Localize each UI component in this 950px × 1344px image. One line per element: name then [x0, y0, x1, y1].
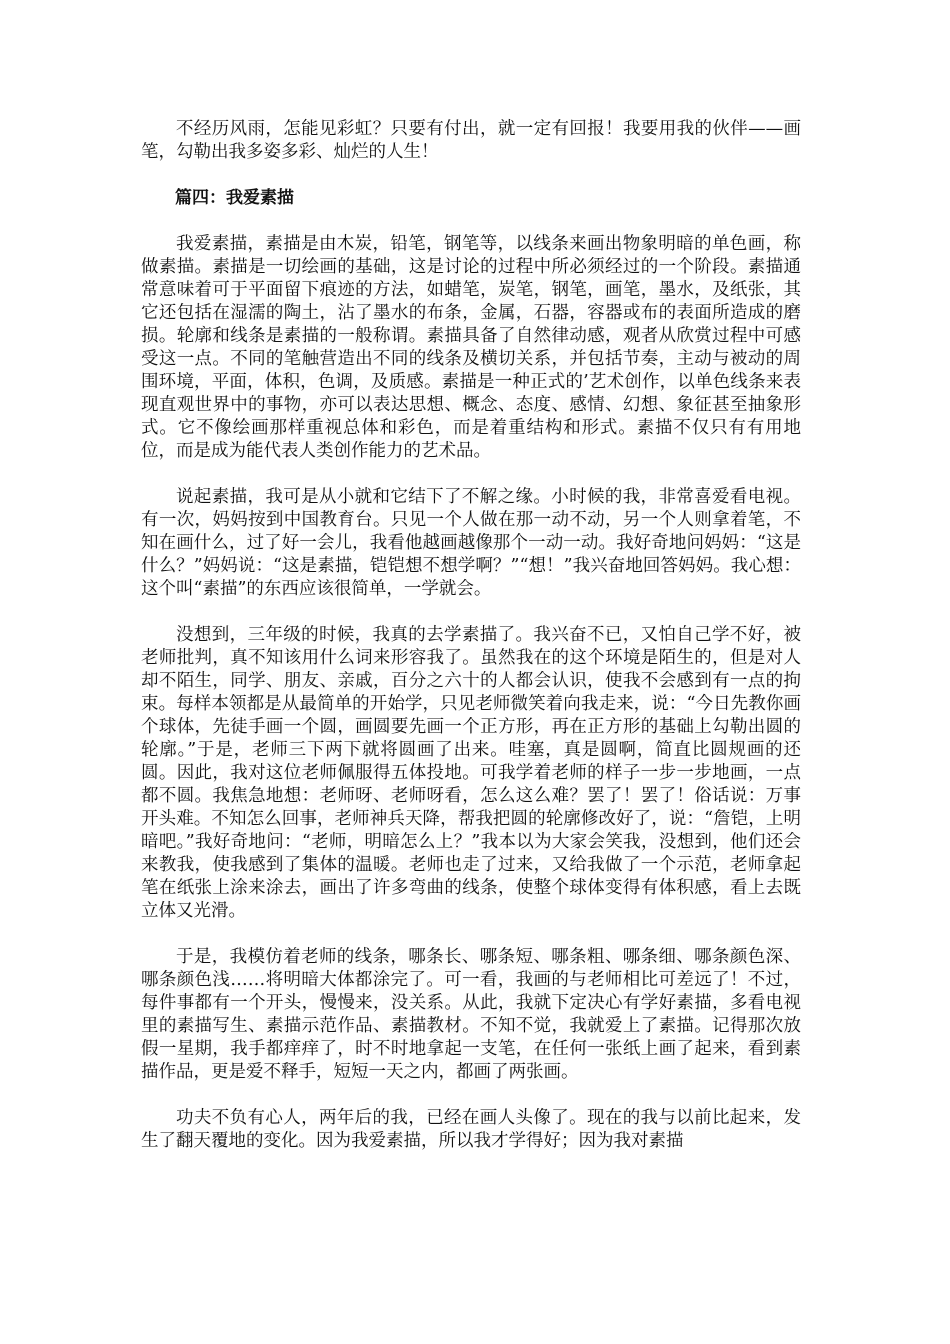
paragraph-practice: 于是，我模仿着老师的线条，哪条长、哪条短、哪条粗、哪条细、哪条颜色深、哪条颜色浅……将明暗大体都涂完了。可一看，我画的与老师相比可差远了！不过，每件事都有一个开头，慢慢来，没关系。从此，我就下定决心有学好素描，多看电视里的素描写生、素描示范作品、素描教材。不知不觉，我就爱上了素描。记得那次放假一星期，我手都痒痒了，时不时地拿起一支笔，在任何一张纸上画了起来，看到素描作品，更是爱不释手，短短一天之内，都画了两张画。: [141, 947, 801, 1082]
paragraph-first-lesson: 没想到，三年级的时候，我真的去学素描了。我兴奋不已，又怕自己学不好，被老师批判，真不知该用什么词来形容我了。虽然我在的这个环境是陌生的，但是对人却不陌生，同学、朋友、亲戚，百分之六十的人都会认识，使我不会感到有一点的拘束。每样本领都是从最简单的开始学，只见老师微笑着向我走来，说：“今日先教你画个球体，先徒手画一个圆，画圆要先画一个正方形，再在正方形的基础上勾勒出圆的轮廓。”于是，老师三下两下就将圆画了出来。哇塞，真是圆啊，简直比圆规画的还圆。因此，我对这位老师佩服得五体投地。可我学着老师的样子一步一步地画，一点都不圆。我焦急地想：老师呀、老师呀看，怎么这么难？罢了！罢了！俗话说：万事开头难。不知怎么回事，老师神兵天降，帮我把圆的轮廓修改好了，说：“詹铠，上明暗吧。”我好奇地问：“老师，明暗怎么上？”我本以为大家会笑我，没想到，他们还会来教我，使我感到了集体的温暖。老师也走了过来，又给我做了一个示范，老师拿起笔在纸张上涂来涂去，画出了许多弯曲的线条，使整个球体变得有体积感，看上去既立体又光滑。: [141, 625, 801, 921]
paragraph-definition: 我爱素描，素描是由木炭，铅笔，钢笔等，以线条来画出物象明暗的单色画，称做素描。素描是一切绘画的基础，这是讨论的过程中所必须经过的一个阶段。素描通常意味着可于平面留下痕迹的方法，如蜡笔，炭笔，钢笔，画笔，墨水，及纸张，其它还包括在湿濡的陶土，沾了墨水的布条，金属，石器，容器或布的表面所造成的磨损。轮廓和线条是素描的一般称谓。素描具备了自然律动感，观者从欣赏过程中可感受这一点。不同的笔触营造出不同的线条及横切关系，并包括节奏，主动与被动的周围环境，平面，体积，色调，及质感。素描是一种正式的’艺术创作，以单色线条来表现直观世界中的事物，亦可以表达思想、概念、态度、感情、幻想、象征甚至抽象形式。它不像绘画那样重视总体和彩色，而是着重结构和形式。素描不仅只有有用地位，而是成为能代表人类创作能力的艺术品。: [141, 234, 801, 461]
paragraph-intro-conclusion: 不经历风雨，怎能见彩虹？只要有付出，就一定有回报！我要用我的伙伴——画笔，勾勒出我多姿多彩、灿烂的人生！: [141, 119, 801, 162]
document-body: [141, 118, 801, 1176]
section-heading: 篇四：我爱素描: [175, 188, 294, 208]
paragraph-progress: 功夫不负有心人，两年后的我，已经在画人头像了。现在的我与以前比起来，发生了翻天覆地的变化。因为我爱素描，所以我才学得好；因为我对素描: [141, 1108, 801, 1151]
paragraph-childhood: 说起素描，我可是从小就和它结下了不解之缘。小时候的我，非常喜爱看电视。有一次，妈妈按到中国教育台。只见一个人做在那一动不动，另一个人则拿着笔，不知在画什么，过了好一会儿，我看他越画越像那个一动一动。我好奇地问妈妈：“这是什么？”妈妈说：“这是素描，铠铠想不想学啊？”“想！”我兴奋地回答妈妈。我心想：这个叫“素描”的东西应该很简单，一学就会。: [141, 487, 801, 599]
